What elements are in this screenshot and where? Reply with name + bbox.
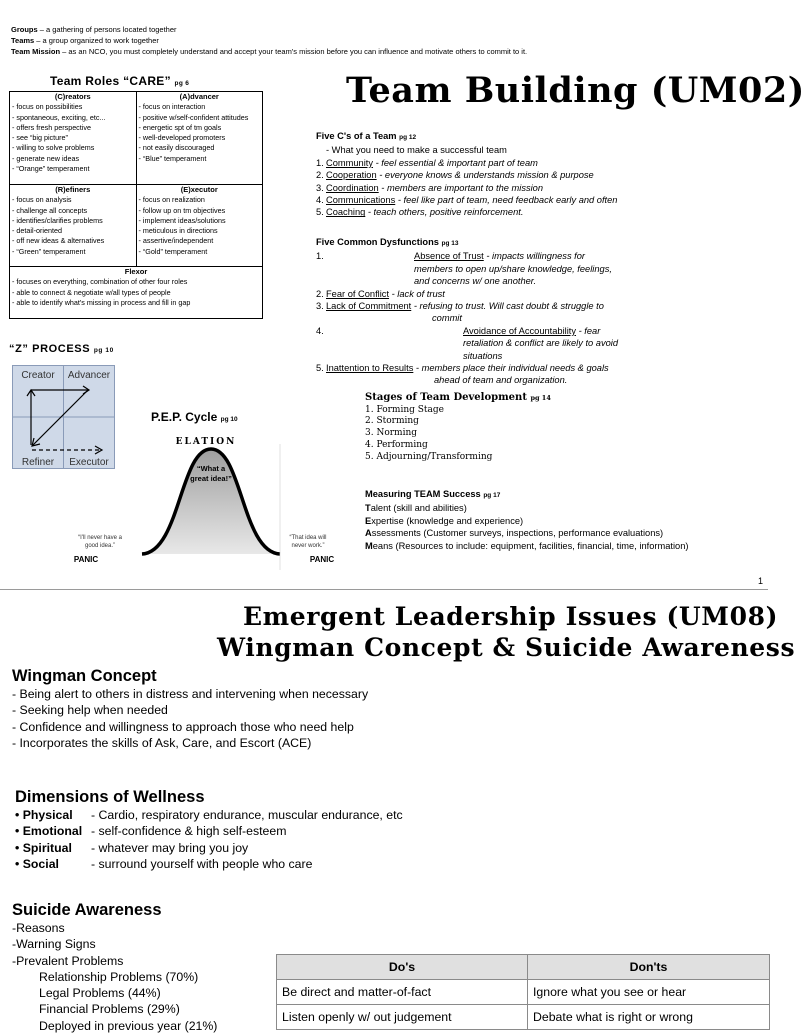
wingman-item: - Confidence and willingness to approach those who need help xyxy=(12,719,354,734)
definition-team-mission: Team Mission – as an NCO, you must completely understand and accept your team's mission before you can influence and motivate others to commit to it. xyxy=(11,47,528,56)
wingman-item: - Seeking help when needed xyxy=(12,703,168,718)
definition-groups: Groups – a gathering of persons located together xyxy=(11,25,177,34)
five-c-item: 1. Community - feel essential & important part of team xyxy=(316,157,538,168)
stage-item: 1. Forming Stage xyxy=(365,404,444,415)
wingman-section xyxy=(12,666,368,751)
z-cell-refiner: Refiner xyxy=(21,457,55,468)
role-creators: (C)reators - focus on possibilities - spontaneous, exciting, etc... - offers fresh perspective - see “big picture” - willing to solve problems - generate new ideas - “Orange” temperament xyxy=(10,92,137,185)
suicide-heading: Suicide Awareness xyxy=(12,901,162,919)
donts-header: Don'ts xyxy=(528,955,770,980)
stage-item: 5. Adjourning/Transforming xyxy=(365,451,493,462)
wellness-item: • Physical - Cardio, respiratory endurance, muscular endurance, etc xyxy=(15,808,403,822)
wellness-section xyxy=(15,787,403,872)
panic-right-label: PANIC xyxy=(309,555,335,564)
role-refiners: (R)efiners - focus on analysis - challenge all concepts - identifies/clarifies problems - detail-oriented - off new ideas & alternatives - “Green” temperament xyxy=(10,185,137,267)
problem-item: Legal Problems (44%) xyxy=(39,986,161,1001)
pep-cycle-title: P.E.P. Cycle pg 10 xyxy=(151,410,238,424)
problem-item: Relationship Problems (70%) xyxy=(39,969,199,984)
role-executor: (E)xecutor - focus on realization - follow up on tm objectives - implement ideas/solutions - meticulous in directions - assertive/independent - “Gold” temperament xyxy=(136,185,263,267)
stages-section xyxy=(365,392,551,463)
role-flexor: Flexor - focuses on everything, combination of other four roles - able to connect & negotiate w/all types of people - able to identify what's missing in process and fill in gap xyxy=(10,267,263,319)
problem-item: Deployed in previous year (21%) xyxy=(39,1018,218,1033)
measure-item: Expertise (knowledge and experience) xyxy=(365,515,524,526)
wellness-item: • Spiritual - whatever may bring you joy xyxy=(15,840,249,855)
team-roles-table xyxy=(9,91,263,319)
suicide-item: -Reasons xyxy=(12,921,65,935)
svg-text:good idea.”: good idea.” xyxy=(84,543,116,549)
dos-donts-table xyxy=(276,954,770,1030)
wellness-item: • Emotional - self-confidence & high self-esteem xyxy=(15,824,287,839)
table-row: Listen openly w/ out judgement Debate what is right or wrong xyxy=(277,1005,770,1030)
wellness-heading: Dimensions of Wellness xyxy=(15,788,205,806)
svg-text:great idea!”: great idea!” xyxy=(190,474,232,483)
stage-item: 4. Performing xyxy=(365,439,428,450)
page-divider xyxy=(0,589,768,590)
z-process-title: “Z” PROCESS pg 10 xyxy=(9,343,114,355)
pep-cycle-diagram xyxy=(70,434,336,574)
dysfunctions-section xyxy=(316,236,761,387)
wingman-item: - Incorporates the skills of Ask, Care, and Escort (ACE) xyxy=(12,735,312,750)
stage-item: 3. Norming xyxy=(365,428,418,439)
wingman-heading: Wingman Concept xyxy=(12,667,157,685)
z-cell-advancer: Advancer xyxy=(67,370,111,381)
wellness-item: • Social - surround yourself with people who care xyxy=(15,856,313,871)
page-title: Team Building (UM02) xyxy=(346,70,805,111)
measuring-heading: Measuring TEAM Success pg 17 xyxy=(365,489,501,499)
problem-item: Financial Problems (29%) xyxy=(39,1002,180,1017)
panic-left-label: PANIC xyxy=(73,555,99,564)
five-c-item: 2. Cooperation - everyone knows & understands mission & purpose xyxy=(316,170,594,181)
dos-header: Do's xyxy=(277,955,528,980)
dysfunction-item: 3. Lack of Commitment - refusing to trust. Will cast doubt & struggle to commit xyxy=(316,301,604,324)
page2-title-line2: Wingman Concept & Suicide Awareness xyxy=(217,633,796,662)
elation-label: ELATION xyxy=(175,437,237,447)
page2-title-line1: Emergent Leadership Issues (UM08) xyxy=(243,602,778,631)
measure-item: Means (Resources to include: equipment, facilities, financial, time, information) xyxy=(365,540,689,551)
dysfunction-item: 4. Avoidance of Accountability - fear retaliation & conflict are likely to avoid situations xyxy=(316,325,619,361)
dysfunction-item: 1. Absence of Trust - impacts willingness for members to open up/share knowledge, feelings, and concerns w/ one another. xyxy=(316,251,612,287)
five-c-item: 4. Communications - feel like part of team, need feedback early and often xyxy=(316,195,618,206)
five-cs-heading: Five C's of a Team pg 12 xyxy=(316,131,417,141)
suicide-section xyxy=(12,900,217,1034)
suicide-item: -Warning Signs xyxy=(12,937,96,952)
definition-teams: Teams – a group organized to work together xyxy=(11,36,159,45)
stages-heading: Stages of Team Development pg 14 xyxy=(365,392,551,403)
role-advancer: (A)dvancer - focus on interaction - positive w/self-confident attitudes - energetic spt of tm goals - well-developed promoters - not easily discouraged - “Blue” temperament xyxy=(136,92,263,185)
team-roles-title: Team Roles “CARE” pg 6 xyxy=(50,74,190,88)
five-c-item: 3. Coordination - members are important to the mission xyxy=(316,182,544,193)
svg-text:“I'll never have a: “I'll never have a xyxy=(78,535,122,541)
svg-text:never work.”: never work.” xyxy=(291,543,325,549)
z-cell-creator: Creator xyxy=(21,370,55,381)
measure-item: Assessments (Customer surveys, inspections, performance evaluations) xyxy=(365,528,664,539)
suicide-item: -Prevalent Problems xyxy=(12,953,124,968)
svg-text:“That idea will: “That idea will xyxy=(289,535,327,541)
definitions xyxy=(11,24,527,57)
measure-item: Talent (skill and abilities) xyxy=(365,503,467,514)
dysfunction-item: 5. Inattention to Results - members place their individual needs & goals ahead of team and organization. xyxy=(316,363,609,386)
five-cs-section: Five C's of a Team pg 12 - What you need to make a successful team 1. Community - feel essential & important part of team 2. Cooperation - everyone knows & understands mission & purpose 3. Coordination - members are important to the mission 4. Communications - feel like part of team, need feedback early and often 5. Coaching - teach others, positive reinforcement. xyxy=(316,130,761,219)
svg-text:“What a: “What a xyxy=(196,464,226,473)
table-row: Be direct and matter-of-fact Ignore what you see or hear xyxy=(277,980,770,1005)
five-c-item: 5. Coaching - teach others, positive reinforcement. xyxy=(316,207,524,218)
dysfunction-item: 2. Fear of Conflict - lack of trust xyxy=(316,288,445,299)
z-cell-executor: Executor xyxy=(69,457,109,468)
page-number: 1 xyxy=(757,576,763,586)
measuring-section xyxy=(365,488,688,552)
wingman-item: - Being alert to others in distress and intervening when necessary xyxy=(12,687,369,701)
stage-item: 2. Storming xyxy=(365,416,419,427)
dysfunctions-heading: Five Common Dysfunctions pg 13 xyxy=(316,237,459,247)
